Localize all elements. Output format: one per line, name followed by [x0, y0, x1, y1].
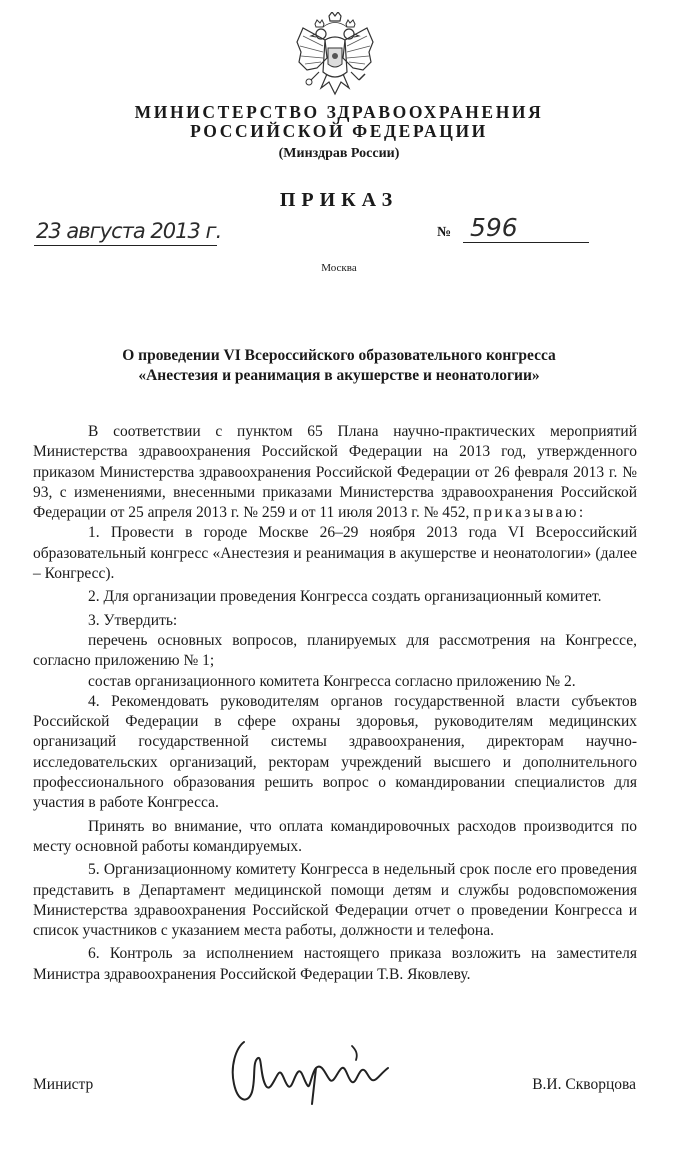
handwritten-signature [222, 1032, 400, 1118]
item-6: 6. Контроль за исполнением настоящего приказа возложить на заместителя Министра здравоохранения Российской Федерации Т.В. Яковлеву. [33, 945, 637, 983]
item-5: 5. Организационному комитету Конгресса в недельный срок после его проведения представить в Департамент медицинской помощи детям и службы родовспоможения Министерства здравоохранения Российской Федерации отчет о проведении Конгресса и список участников с указанием места работы, должности и телефона. [33, 861, 637, 940]
subject-line1: О проведении VI Всероссийского образовательного конгресса [122, 347, 556, 364]
order-word: приказываю: [473, 504, 586, 522]
handwritten-date: 23 августа 2013 г. [36, 219, 222, 243]
item-3: 3. Утвердить: [88, 611, 178, 629]
item-2: 2. Для организации проведения Конгресса создать организационный комитет. [88, 588, 602, 606]
item-4-note: Принять во внимание, что оплата командировочных расходов производится по месту основной работы командируемых. [33, 817, 637, 855]
preamble-paragraph [33, 422, 637, 523]
date-underline [34, 245, 217, 246]
item-3-subitem-committee: состав организационного комитета Конгресса согласно приложению № 2. [88, 672, 576, 690]
signatory-title: Министр [33, 1076, 94, 1093]
handwritten-order-number: 596 [470, 213, 518, 242]
city-label: Москва [321, 262, 357, 274]
subject-line2: «Анестезия и реанимация в акушерстве и неонатологии» [138, 367, 540, 384]
document-type-title: ПРИКАЗ [279, 189, 399, 211]
ministry-short-name: (Минздрав России) [278, 146, 400, 161]
ministry-name-line2: РОССИЙСКОЙ ФЕДЕРАЦИИ [190, 121, 488, 141]
number-underline [463, 242, 589, 243]
signatory-name: В.И. Скворцова [532, 1076, 636, 1093]
coat-of-arms-emblem [293, 12, 377, 102]
order-body [33, 422, 637, 985]
number-sign: № [437, 225, 452, 240]
preamble-text: В соответствии с пунктом 65 Плана научно-практических мероприятий Министерства здравоохранения Российской Федерации на 2013 год, утвержденного приказом Министерства здравоохранения Российской Федерации от 26 февраля 2013 г. № 93, с изменениями, внесенными приказами Министерства здравоохранения Российской Федерации от 25 апреля 2013 г. № 259 и от 11 июля 2013 г. № 452, [33, 423, 637, 522]
item-3-subitem-list: перечень основных вопросов, планируемых для рассмотрения на Конгрессе, согласно приложению № 1; [33, 631, 637, 670]
item-1: 1. Провести в городе Москве 26–29 ноября 2013 года VI Всероссийский образовательный конгресс «Анестезия и реанимация в акушерстве и неонатологии» (далее – Конгресс). [33, 524, 637, 583]
item-4: 4. Рекомендовать руководителям органов государственной власти субъектов Российской Федерации в сфере охраны здоровья, руководителям медицинских организаций государственной системы здравоохранения, директорам научно-исследовательских организаций, ректорам учреждений высшего и дополнительного профессионального образования решить вопрос о командировании специалистов для участия в работе Конгресса. [33, 692, 637, 812]
ministry-name-line1: МИНИСТЕРСТВО ЗДРАВООХРАНЕНИЯ [134, 102, 544, 122]
